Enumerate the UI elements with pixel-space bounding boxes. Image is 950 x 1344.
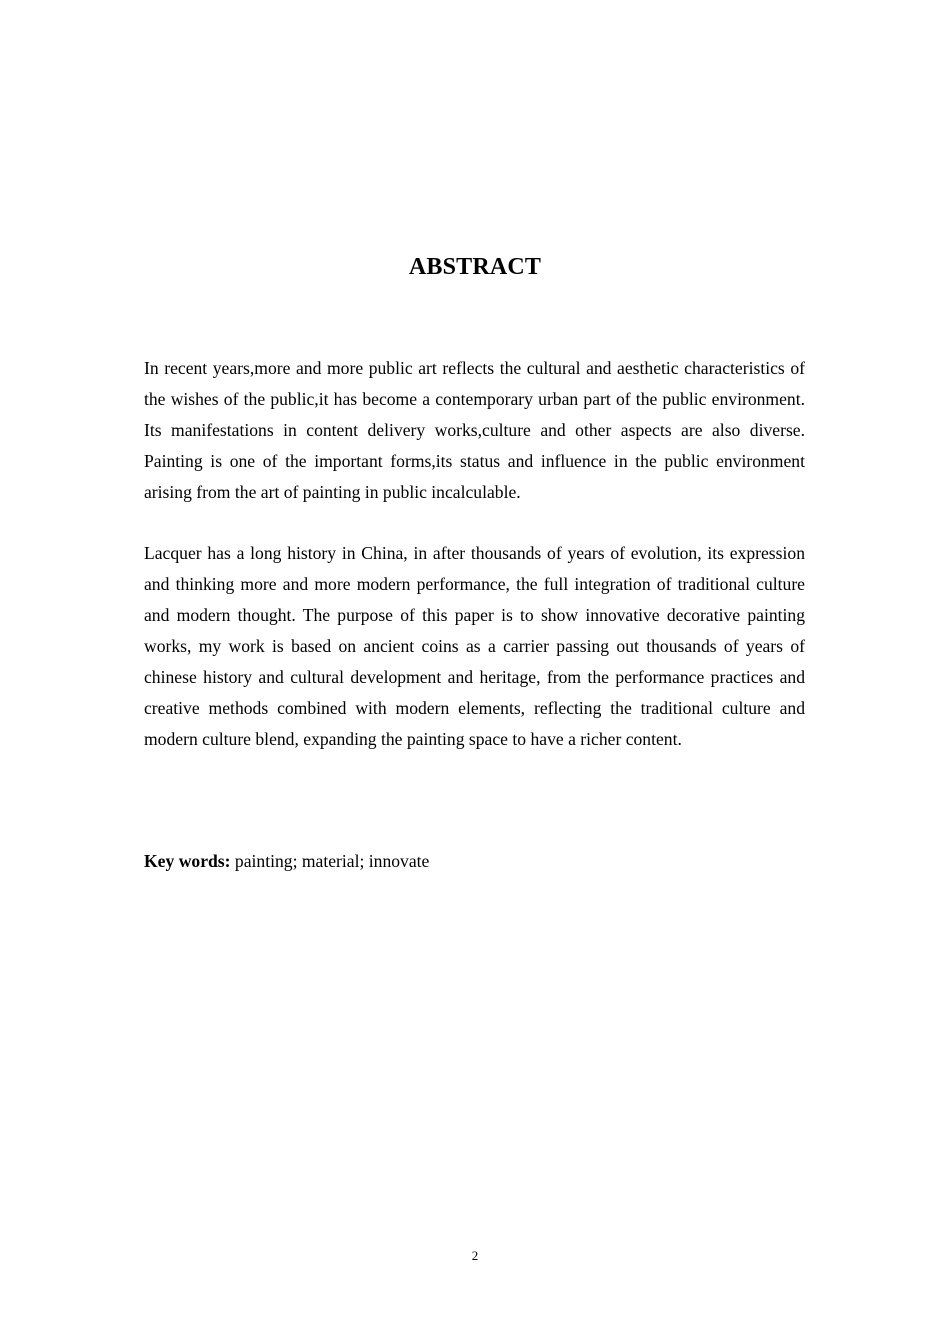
abstract-title: ABSTRACT (408, 254, 542, 280)
keywords-value: painting; material; innovate (234, 851, 430, 871)
abstract-paragraph-1: In recent years,more and more public art reflects the cultural and aesthetic characteristics of the wishes of the public,it has become a contemporary urban part of the public environment. Its manifestations in content delivery works,culture and other aspects are also diverse. Painting is one of the important forms,its status and influence in the public environment arising from the art of painting in public incalculable. (144, 358, 805, 502)
page-number: 2 (471, 1248, 479, 1263)
abstract-paragraph-2: Lacquer has a long history in China, in after thousands of years of evolution, its expression and thinking more and more modern performance, the full integration of traditional culture and modern thought. The purpose of this paper is to show innovative decorative painting works, my work is based on ancient coins as a carrier passing out thousands of years of chinese history and cultural development and heritage, from the performance practices and creative methods combined with modern elements, reflecting the traditional culture and modern culture blend, expanding the painting space to have a richer content. (144, 543, 805, 749)
keywords-label: Key words: (144, 851, 231, 871)
keywords-line (144, 846, 805, 877)
